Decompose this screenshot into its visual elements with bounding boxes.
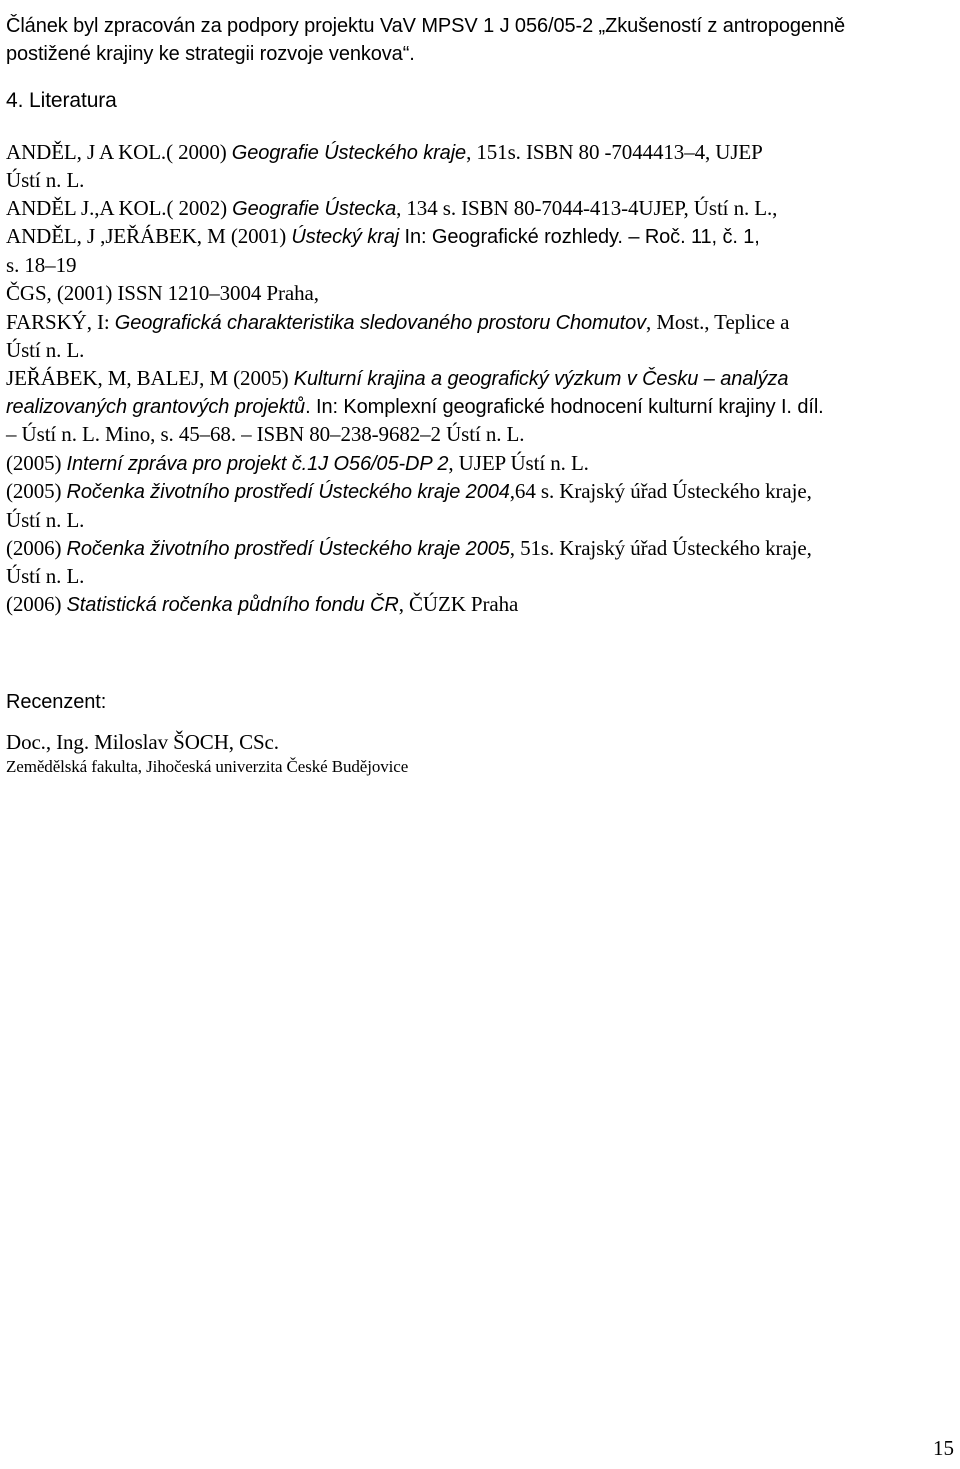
- ref2-title: Geografie Ústecka: [232, 198, 397, 220]
- reference-9-cont: Ústí n. L.: [6, 564, 85, 588]
- ref10-details: , ČÚZK Praha: [398, 592, 519, 616]
- ref8-details: ,64 s. Krajský úřad Ústeckého kraje,: [509, 479, 812, 503]
- reference-10: [6, 590, 518, 619]
- acknowledgement-line-1: Článek byl zpracován za podpory projektu VaV MPSV 1 J 056/05-2 „Zkušeností z antropogenně: [6, 15, 845, 37]
- ref1-authors: ANDĚL, J A KOL.( 2000): [6, 140, 232, 164]
- ref2-authors: ANDĚL J.,A KOL.( 2002): [6, 196, 233, 220]
- reference-2: [6, 194, 777, 223]
- reference-3: [6, 222, 760, 251]
- reference-6: [6, 364, 788, 393]
- ref6-title: Kulturní krajina a geografický výzkum v Česku – analýza: [293, 368, 789, 390]
- ref3-title: Ústecký kraj: [291, 226, 400, 248]
- ref2-details: , 134 s. ISBN 80-7044-413-4UJEP, Ústí n. L.,: [396, 196, 778, 220]
- reference-8-cont: Ústí n. L.: [6, 508, 85, 532]
- ref6-authors: JEŘÁBEK, M, BALEJ, M (2005): [6, 366, 294, 390]
- reference-9: [6, 534, 812, 563]
- ref5-details: , Most., Teplice a: [646, 310, 790, 334]
- reference-5-cont: Ústí n. L.: [6, 338, 85, 362]
- ref5-authors: FARSKÝ, I:: [6, 310, 115, 334]
- ref8-title: Ročenka životního prostředí Ústeckého kraje 2004: [66, 481, 510, 503]
- ref10-year: (2006): [6, 592, 67, 616]
- ref1-details: , 151s. ISBN 80 -7044413–4, UJEP: [466, 140, 763, 164]
- reference-1: [6, 138, 763, 167]
- reference-3-cont: s. 18–19: [6, 253, 77, 277]
- reference-6-cont-2: – Ústí n. L. Mino, s. 45–68. – ISBN 80–238-9682–2 Ústí n. L.: [6, 422, 525, 446]
- ref9-year: (2006): [6, 536, 67, 560]
- ref3-details: In: Geografické rozhledy. – Roč. 11, č. 1,: [399, 226, 760, 248]
- ref5-title: Geografická charakteristika sledovaného prostoru Chomutov: [114, 312, 647, 334]
- ref9-title: Ročenka životního prostředí Ústeckého kraje 2005: [66, 538, 510, 560]
- page-number: 15: [933, 1436, 954, 1460]
- reference-4: ČGS, (2001) ISSN 1210–3004 Praha,: [6, 281, 319, 305]
- ref8-year: (2005): [6, 479, 67, 503]
- ref1-title: Geografie Ústeckého kraje: [231, 142, 467, 164]
- ref10-title: Statistická ročenka půdního fondu ČR: [66, 594, 399, 616]
- reviewer-affiliation: Zemědělská fakulta, Jihočeská univerzita České Budějovice: [6, 757, 409, 776]
- reference-8: [6, 477, 812, 506]
- reviewer-name: Doc., Ing. Miloslav ŠOCH, CSc.: [6, 730, 279, 754]
- ref7-title: Interní zpráva pro projekt č.1J O56/05-DP 2: [66, 453, 449, 475]
- ref9-details: , 51s. Krajský úřad Ústeckého kraje,: [509, 536, 812, 560]
- acknowledgement-line-2: postižené krajiny ke strategii rozvoje venkova“.: [6, 43, 415, 65]
- reviewer-label: Recenzent:: [6, 691, 107, 713]
- ref6-title-cont: realizovaných grantových projektů: [6, 396, 306, 418]
- reference-5: [6, 308, 789, 337]
- ref3-authors: ANDĚL, J ,JEŘÁBEK, M (2001): [6, 224, 292, 248]
- reference-7: [6, 449, 589, 478]
- ref6-details: . In: Komplexní geografické hodnocení kulturní krajiny I. díl.: [305, 396, 824, 418]
- section-heading: 4. Literatura: [6, 89, 117, 112]
- reference-6-cont-1: [6, 392, 824, 421]
- ref7-details: , UJEP Ústí n. L.: [448, 451, 589, 475]
- reference-1-cont: Ústí n. L.: [6, 168, 85, 192]
- ref7-year: (2005): [6, 451, 67, 475]
